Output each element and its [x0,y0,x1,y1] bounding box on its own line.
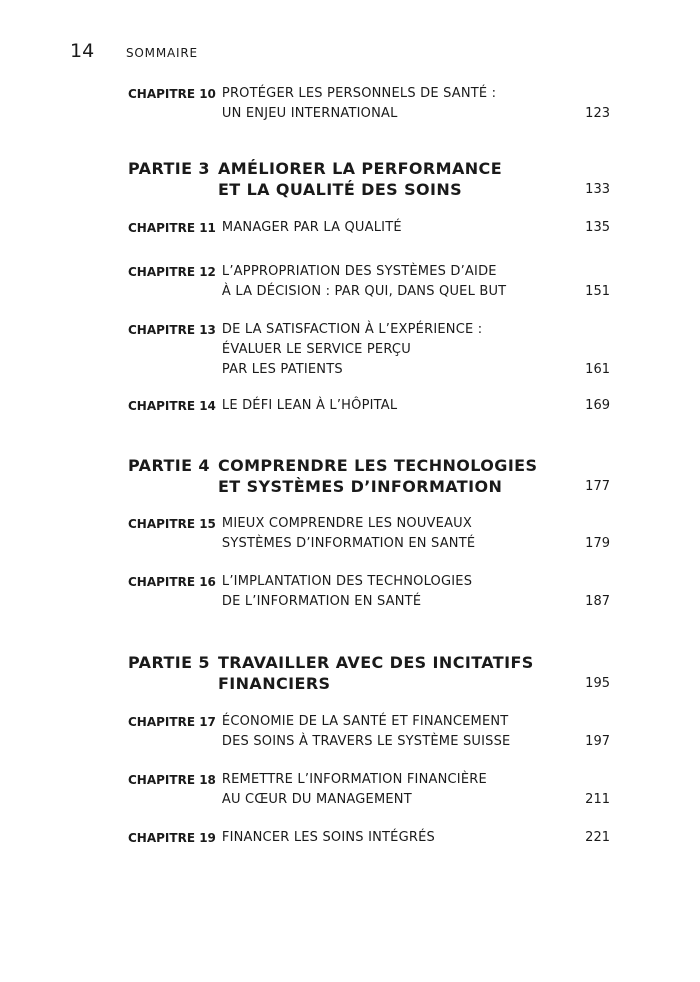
chapter-label: CHAPITRE 10 [128,87,216,101]
chapter-label: CHAPITRE 14 [128,399,216,413]
page-ref: 151 [585,284,610,299]
entry-title-line: MIEUX COMPRENDRE LES NOUVEAUX [221,516,472,531]
page-ref: 195 [585,676,610,691]
chapter-label: CHAPITRE 16 [128,575,216,589]
toc-chapter-entry [128,262,610,302]
entry-title-line: FINANCIERS [217,674,331,693]
entry-title-line: DE LA SATISFACTION À L’EXPÉRIENCE : [221,322,483,337]
entry-title [218,455,610,497]
entry-title-line: DES SOINS À TRAVERS LE SYSTÈME SUISSE [221,734,511,749]
entry-title [222,396,610,416]
entry-title-line: LE DÉFI LEAN À L’HÔPITAL [221,398,398,413]
entry-title-line: DE L’INFORMATION EN SANTÉ [221,594,422,609]
chapter-label: CHAPITRE 13 [128,323,216,337]
entry-title [222,514,610,554]
entry-title-line: REMETTRE L’INFORMATION FINANCIÈRE [221,772,487,787]
toc-chapter-entry [128,84,610,124]
entry-title-line: MANAGER PAR LA QUALITÉ [221,220,402,235]
entry-title-line: ÉVALUER LE SERVICE PERÇU [221,342,411,357]
running-title: SOMMAIRE [126,46,198,60]
entry-title [222,84,610,124]
running-header [70,40,198,62]
entry-title-line: PROTÉGER LES PERSONNELS DE SANTÉ : [221,86,497,101]
toc-chapter-entry [128,320,610,380]
entry-title [222,262,610,302]
entry-title-line: AMÉLIORER LA PERFORMANCE [217,159,503,178]
entry-title-line: L’IMPLANTATION DES TECHNOLOGIES [221,574,473,589]
entry-title-line: UN ENJEU INTERNATIONAL [221,106,398,121]
entry-title [222,770,610,810]
entry-title [222,828,610,848]
page-ref: 177 [585,479,610,494]
chapter-label: CHAPITRE 15 [128,517,216,531]
entry-title-line: COMPRENDRE LES TECHNOLOGIES [217,456,538,475]
toc-part-entry [128,652,610,694]
toc-chapter-entry [128,396,610,416]
page-ref: 179 [585,536,610,551]
entry-title-line: À LA DÉCISION : PAR QUI, DANS QUEL BUT [221,284,507,299]
page-ref: 133 [585,182,610,197]
entry-title [218,652,610,694]
toc-chapter-entry [128,218,610,238]
page-ref: 197 [585,734,610,749]
page-ref: 211 [585,792,610,807]
entry-title-line: ET SYSTÈMES D’INFORMATION [217,477,503,496]
chapter-label: CHAPITRE 12 [128,265,216,279]
toc-chapter-entry [128,514,610,554]
entry-title-line: TRAVAILLER AVEC DES INCITATIFS [217,653,534,672]
entry-title [222,320,610,380]
chapter-label: CHAPITRE 17 [128,715,216,729]
toc-part-entry [128,158,610,200]
page-ref: 221 [585,830,610,845]
page-number: 14 [70,40,95,62]
page-ref: 123 [585,106,610,121]
chapter-label: CHAPITRE 11 [128,221,216,235]
chapter-label: CHAPITRE 18 [128,773,216,787]
entry-title-line: ÉCONOMIE DE LA SANTÉ ET FINANCEMENT [221,714,509,729]
entry-title [222,712,610,752]
toc-chapter-entry [128,712,610,752]
entry-title [222,218,610,238]
toc-part-entry [128,455,610,497]
page-ref: 161 [585,362,610,377]
part-label: PARTIE 4 [128,456,210,475]
entry-title-line: ET LA QUALITÉ DES SOINS [217,180,463,199]
entry-title-line: FINANCER LES SOINS INTÉGRÉS [221,830,435,845]
toc-chapter-entry [128,572,610,612]
toc-chapter-entry [128,828,610,848]
entry-title-line: AU CŒUR DU MANAGEMENT [221,792,412,807]
page-ref: 169 [585,398,610,413]
page-ref: 187 [585,594,610,609]
entry-title-line: SYSTÈMES D’INFORMATION EN SANTÉ [221,536,476,551]
toc-chapter-entry [128,770,610,810]
entry-title-line: L’APPROPRIATION DES SYSTÈMES D’AIDE [221,264,497,279]
part-label: PARTIE 5 [128,653,210,672]
entry-title-line: PAR LES PATIENTS [221,362,343,377]
page-ref: 135 [585,220,610,235]
chapter-label: CHAPITRE 19 [128,831,216,845]
entry-title [222,572,610,612]
entry-title [218,158,610,200]
part-label: PARTIE 3 [128,159,210,178]
